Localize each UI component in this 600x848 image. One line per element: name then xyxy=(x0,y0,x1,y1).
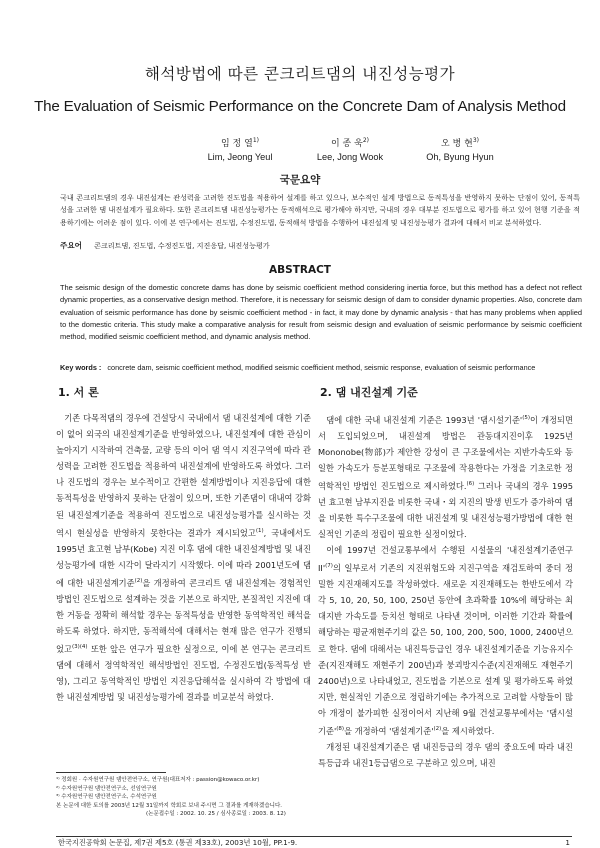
journal-citation: 한국지진공학회 논문집, 제7권 제5호 (통권 제33호), 2003년 10월, PP.1-9. xyxy=(58,838,298,847)
citation: (2) xyxy=(433,726,442,733)
abstract-kr-heading: 국문요약 xyxy=(279,174,321,186)
text-run: 을 제시하였다. xyxy=(441,725,495,736)
text-run: 댐에 대한 국내 내진설계 기준은 1993년 '댐시설기준' xyxy=(326,414,523,425)
author-name-kr: 임 정 열 xyxy=(221,139,253,149)
text-run: 을 개정하여 콘크리트 댐 내진설계는 경험적인 방법인 진도법으로 설계하는 것을 기본으로 하지만, 본질적인 지진에 대한 거동을 정확히 해석할 경우는 동적특성을 반영한 동역학적인 해석을 하도록 하였다. 하지만, 동적해석에 대해서는 현재 많은 연구가 진행되었고 xyxy=(56,577,311,654)
footnote-line: ¹⁾ 정회원 · 수자원연구원 댐안전연구소, 연구원(대표저자 : passion@kowaco.or.kr) xyxy=(56,777,260,783)
abstract-english: The seismic design of the domestic concrete dams has done by seismic coefficient method considering inertia force, but this method has a defect not reflect dynamic properties, as a conservative design method. Therefore, it is necessary for seismic design of dam to consider dynamic properties. Also, concrete dam evaluation of seismic performance has done by seismic coefficient method - in fact, it may done by dynamic analysis - that has many problems when applied to the domestic criteria. This study make a comparative analysis for result from seismic design and evaluation of seismic performance by seismic coefficient method, modified seismic coefficient method, and dynamic analysis method. xyxy=(60,283,582,342)
author-1 xyxy=(180,134,300,165)
keywords-korean xyxy=(60,240,580,251)
abstract-korean: 국내 콘크리트댐의 경우 내진설계는 관성력을 고려한 진도법을 적용하여 설계를 하고 있으나, 보수적인 설계 방법으로 동적특성을 반영하지 못하는 단점이 있어, 동적특성을 고려한 댐 내진설계가 필요하다. 또한 콘크리트댐 내진성능평가는 동적해석으로 평가해야 하지만, 국내의 경우 대부분 진도법으로 평가를 하고 있어 현행 기준을 적용하기에는 어려운 점이 있다. 이에 본 연구에서는 진도법, 수정진도법, 동적해석 방법을 수행하여 내진설계 및 내진성능평가 결과에 대해서 비교 분석하였다. xyxy=(60,193,580,227)
author-list xyxy=(0,134,600,164)
section-1-paragraph xyxy=(56,410,311,705)
citation: (5) xyxy=(522,415,530,421)
author-name-kr: 오 병 현 xyxy=(441,139,473,149)
author-mark: 1) xyxy=(252,137,259,144)
section-2-paragraph-2 xyxy=(318,542,573,739)
footnote-line: ²⁾ 수자원연구원 댐안전연구소, 선임연구원 xyxy=(56,785,157,792)
section-2-paragraph-3: 개정된 내진설계기준은 댐 내진등급의 경우 댐의 중요도에 따라 내진특등급과 내진1등급댐으로 구분하고 있으며, 내진 xyxy=(318,741,573,768)
section-2-heading: 2. 댐 내진설계 기준 xyxy=(320,386,418,399)
keywords-english xyxy=(60,363,590,372)
footnote-line: (논문접수일 : 2002. 10. 25 / 심사종료일 : 2003. 8. 12) xyxy=(146,811,286,818)
abstract-en-heading: ABSTRACT xyxy=(269,264,331,276)
text-run: 그러나 국내의 경우 1995년 효고현 남부지진을 비롯한 국내・외 지진의 발생 빈도가 증가하여 댐을 비롯한 특수구조물에 대한 내진설계 및 내진성능평가방법에 대한 현실적인 기준의 정립이 필요한 실정이었다. xyxy=(318,480,573,540)
journal-footer xyxy=(58,838,570,848)
text-run: 이 개정되면서 도입되었으며, 내진설계 방법은 관동대지진이후 1925년 Mononobe(物部)가 제안한 강성이 큰 구조물에서는 지반가속도와 동일한 가속도가 등분포형태로 구조물에 작용한다는 가정을 기초로한 정역학적인 방법인 진도법으로 제시하였다. xyxy=(318,414,573,491)
author-mark: 3) xyxy=(472,137,479,144)
title-english: The Evaluation of Seismic Performance on the Concrete Dam of Analysis Method xyxy=(34,98,566,115)
footer-divider xyxy=(56,836,572,837)
citation: (1) xyxy=(255,527,264,534)
author-name-en: Lim, Jeong Yeul xyxy=(207,152,273,162)
keywords-kr-label: 주요어 xyxy=(60,241,83,250)
citation: (2) xyxy=(134,577,143,584)
footnote-divider xyxy=(56,772,166,773)
text-run: , 국내에서도 1995년 효고현 남부(Kobe) 지진 이후 댐에 대한 내진설계방법 및 내진성능평가에 대한 시각이 달라지기 시작했다. 이에 따라 2001년도에 댐에 대한 내진설계기준 xyxy=(56,527,311,588)
footnote-line: ³⁾ 수자원연구원 댐안전연구소, 수석연구원 xyxy=(56,794,157,801)
author-name-en: Oh, Byung Hyun xyxy=(426,152,494,162)
citation: (6) xyxy=(466,481,475,488)
title-korean: 해석방법에 따른 콘크리트댐의 내진성능평가 xyxy=(144,65,456,83)
page-number: 1 xyxy=(565,838,570,847)
citation: (7) xyxy=(325,563,333,570)
right-column xyxy=(318,384,573,771)
text-run: 이에 1997년 건설교통부에서 수행된 시설물의 '내진설계기준연구II' xyxy=(318,545,573,574)
text-run: 을 개정하여 '댐설계기준' xyxy=(344,725,434,736)
text-run: 의 일부로서 기존의 지진위험도와 지진구역을 재검토하여 중더 정밀한 지진재해지도를 작성하였다. 새로운 지진재해도는 한반도에서 각각 5, 10, 20, 50, 100, 250년 동안에 초과확률 10%에 해당하는 최대지반 가속도를 등치선 형태로 나타낸 것이며, 이러한 기간과 확률에 해당하는 평균재현주기의 값은 50, 100, 200, 500, 1000, 2400년으로 한다. 댐에 대해서는 내진특등급인 경우 내진설계기준을 기능유지수준(지진재해도 재현주기 200년)과 붕괴방지수준(지진재해도 재현주기 2400년)으로 나타내었고, 진도법을 기본으로 설계 및 평가하도록 하였지만, 현실적인 기준으로 정립하기에는 추가적으로 고려할 사항들이 많아 개정이 불가피한 실정이어서 지난해 9월 건설교통부에서는 '댐시설기준' xyxy=(318,563,573,736)
author-3 xyxy=(400,134,520,165)
keywords-kr-text: 콘크리트댐, 진도법, 수정진도법, 지진응답, 내진성능평가 xyxy=(94,241,270,250)
author-name-kr: 이 종 욱 xyxy=(331,139,363,149)
text-run: 기존 다목적댐의 경우에 건설당시 국내에서 댐 내진설계에 대한 기준이 없어 외국의 내진설계기준을 반영하였으나, 내진설계에 대한 관심이 높아지기 시작하여 건축물, 교량 등의 이어 댐 역시 지진구역에 따라 관성력을 고려한 진도법을 적용하여 내진설계에 반영하도록 하였다. 그러나 진도법의 경우는 보수적이고 간편한 설계방법이나 지진응답에 대한 동적특성을 반영하지 못하는 단점이 있으며, 또한 기존댐이 대내여 강화된 내진설계기준을 적용하여 진도법으로 내진성능평가를 실시하는 것 역시 현실성을 반영하지 못한다는 결과가 제시되었고 xyxy=(56,413,311,538)
citation: (3)(4) xyxy=(71,643,88,650)
citation: (8) xyxy=(336,726,345,733)
section-1-heading: 1. 서 론 xyxy=(58,386,99,399)
left-column xyxy=(56,384,311,705)
text-run: 또한 앞은 연구가 필요한 실정으로, 이에 본 연구는 콘크리트댐에 대해서 정역학적인 해석방법인 진도법, 수정진도법(동적특성 반영), 그리고 동역학적인 방법인 지진응답해석을 실시하여 각 방법에 대한 내진설계방법 및 내진성능평가에 결과를 비교분석 하였다. xyxy=(56,643,311,702)
author-name-en: Lee, Jong Wook xyxy=(316,152,384,162)
author-mark: 2) xyxy=(362,137,369,144)
footnotes xyxy=(56,776,311,819)
section-2-paragraph-1 xyxy=(318,410,573,542)
keywords-en-text: concrete dam, seismic coefficient method, modified seismic coefficient method, seismic response, evaluation of seismic performance xyxy=(107,363,536,372)
keywords-en-label: Key words : xyxy=(60,363,102,372)
author-2 xyxy=(290,134,410,165)
footnote-line: 본 논문에 대한 토의를 2003년 12월 31일까지 학회로 보내 주시면 그 결과를 게재하겠습니다. xyxy=(56,802,283,809)
